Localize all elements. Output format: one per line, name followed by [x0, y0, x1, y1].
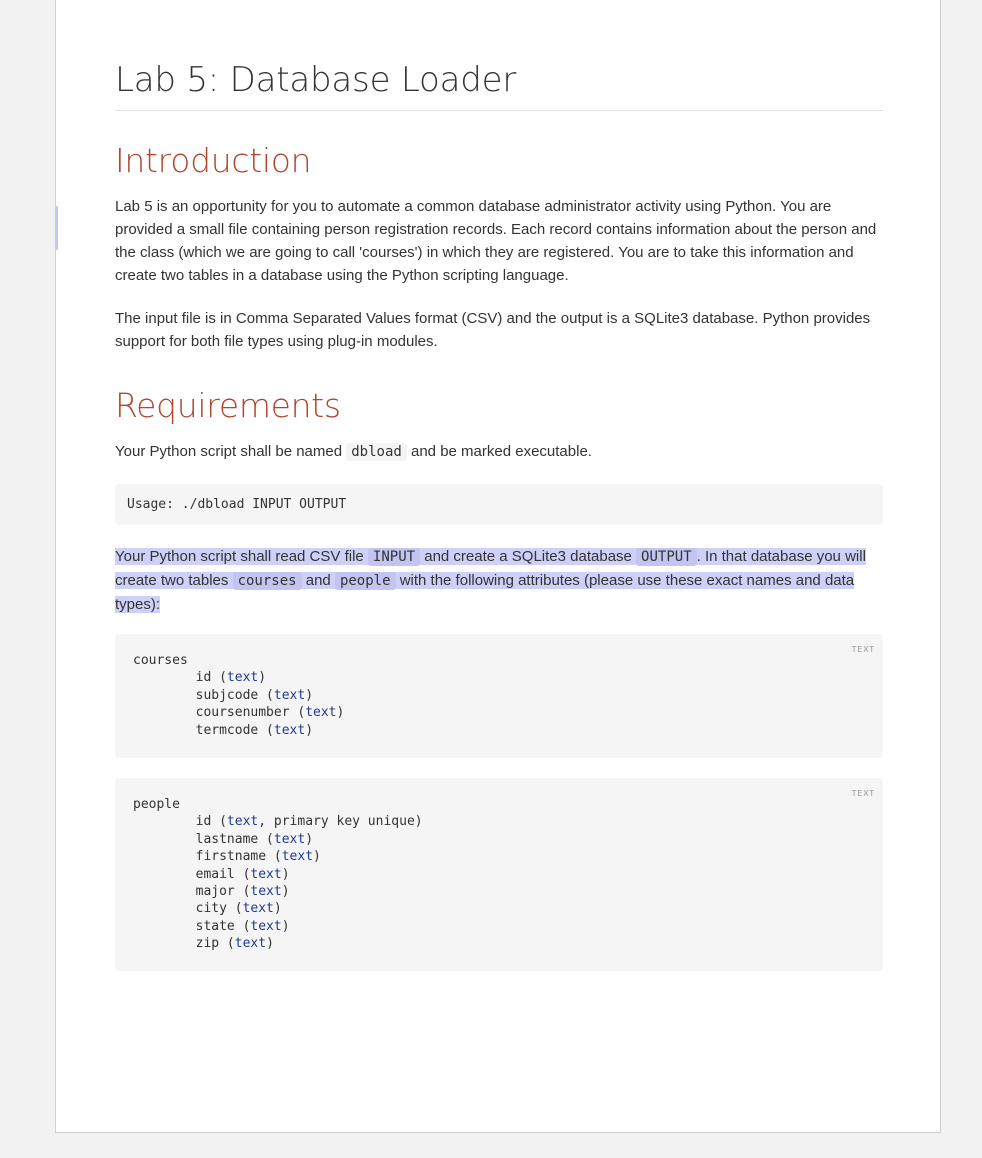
field-type: text — [234, 936, 267, 952]
field-line: id (text) — [133, 670, 267, 686]
field-line: zip (text) — [133, 936, 274, 952]
req-text-4: and — [301, 572, 335, 589]
field-type: text — [281, 849, 314, 865]
field-line: lastname (text) — [133, 831, 314, 847]
intro-paragraph-2: The input file is in Comma Separated Values format (CSV) and the output is a SQLite3 database. Python provides support for both file types using plug-in modules. — [115, 310, 871, 350]
usage-code-block: Usage: ./dbload INPUT OUTPUT — [115, 484, 883, 525]
table-name: people — [133, 797, 180, 812]
field-line: major (text) — [133, 884, 290, 900]
field-line: id (text, primary key unique) — [133, 814, 423, 830]
req-text-3: . In that database you will create two tables — [115, 548, 866, 589]
field-type: text — [250, 918, 282, 934]
field-type: text — [273, 687, 306, 703]
people-code: people — [335, 572, 396, 590]
selected-text[interactable] — [115, 548, 866, 613]
script-text-post: and be marked executable. — [406, 443, 592, 460]
output-code: OUTPUT — [636, 548, 697, 566]
intro-paragraph-1: Lab 5 is an opportunity for you to automate a common database administrator activity using Python. You are provided a small file containing person registration records. Each record contains information about the person and the class (which we are going to call 'courses') in which they are registered. You are to take this information and create two tables in a database using the Python scripting language. — [115, 198, 877, 284]
courses-code-block — [115, 634, 883, 758]
field-line: email (text) — [133, 866, 290, 882]
req-text-1: Your Python script shall read CSV file — [115, 548, 368, 565]
people-code-block — [115, 778, 883, 971]
courses-schema — [133, 652, 865, 739]
script-name-code: dbload — [346, 443, 407, 461]
people-schema — [133, 796, 865, 953]
courses-code: courses — [233, 572, 302, 590]
page-title: Lab 5: Database Loader — [115, 58, 883, 111]
field-line: termcode (text) — [133, 722, 314, 738]
requirements-heading: Requirements — [115, 386, 341, 425]
field-type: text — [273, 722, 306, 738]
field-line: state (text) — [133, 918, 290, 934]
field-line: coursenumber (text) — [133, 705, 345, 721]
field-type: text — [242, 901, 274, 917]
field-type: text — [226, 670, 259, 686]
field-line: firstname (text) — [133, 849, 321, 865]
script-text-pre: Your Python script shall be named — [115, 443, 347, 460]
field-type: text — [273, 831, 306, 847]
field-type: text — [226, 814, 259, 830]
field-type: text — [250, 884, 282, 900]
req-text-5: with the following attributes (please use these exact names and data types): — [115, 572, 855, 613]
field-line: subjcode (text) — [133, 687, 314, 703]
code-language-label: TEXT — [851, 645, 875, 654]
field-type: text — [250, 866, 282, 882]
document-body — [55, 0, 941, 1133]
input-code: INPUT — [368, 548, 420, 566]
field-line: city (text) — [133, 901, 282, 917]
table-name: courses — [133, 653, 188, 668]
introduction-heading: Introduction — [115, 141, 312, 180]
requirements-paragraph[interactable] — [115, 545, 883, 616]
code-language-label: TEXT — [851, 789, 875, 798]
script-name-paragraph — [115, 440, 883, 464]
field-type: text — [305, 705, 337, 721]
req-text-2: and create a SQLite3 database — [420, 548, 637, 565]
